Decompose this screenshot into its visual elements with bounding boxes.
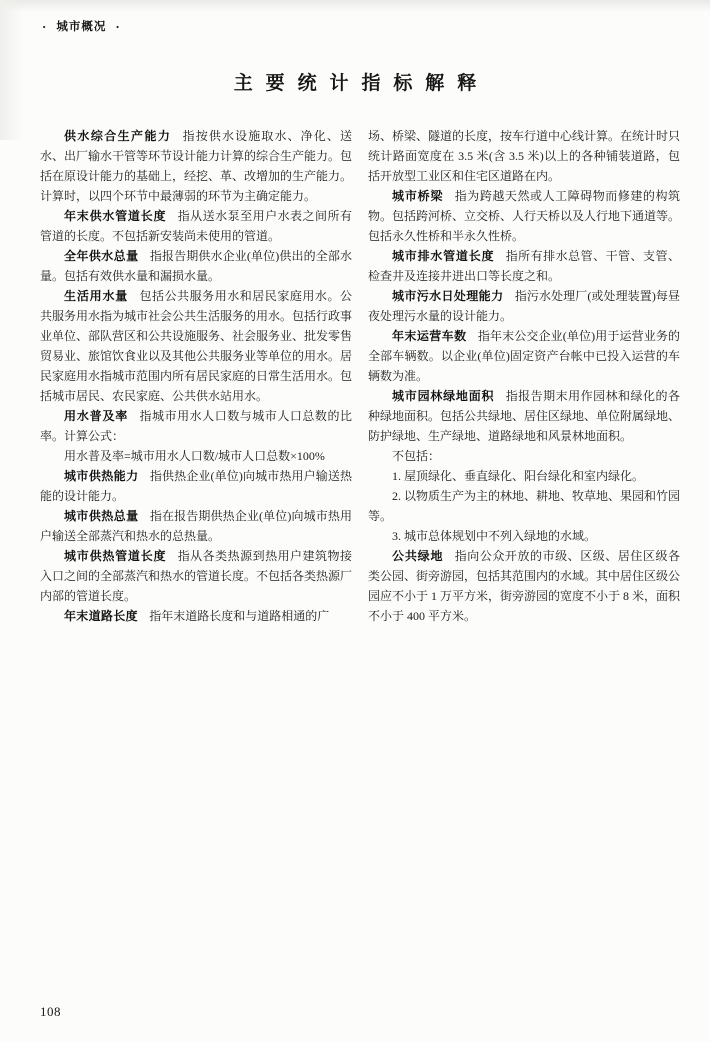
indicator-term: 用水普及率 [64,409,129,423]
paragraph [368,466,680,486]
indicator-definition: 2. 以物质生产为主的林地、耕地、牧草地、果园和竹园等。 [368,489,681,523]
indicator-term: 全年供水总量 [64,249,139,263]
paragraph [40,506,352,546]
article-body [40,126,680,626]
page-number: 108 [40,1004,61,1019]
paragraph [368,546,680,626]
paragraph [40,606,352,626]
paragraph [368,326,680,386]
indicator-term: 公共绿地 [392,549,444,563]
paragraph [40,286,352,406]
running-head [42,18,121,34]
left-column [40,126,352,626]
indicator-definition: 用水普及率=城市用水人口数/城市人口总数×100% [64,449,325,463]
indicator-definition: 不包括： [392,449,441,463]
indicator-term: 城市排水管道长度 [392,249,495,263]
paragraph [40,206,352,246]
paragraph [368,246,680,286]
right-column [368,126,680,626]
header-right-dot-icon: · [115,18,121,34]
indicator-definition: 指按供水设施取水、净化、送水、出厂输水干管等环节设计能力计算的综合生产能力。包括在原设计能力的基础上，经挖、革、改增加的生产能力。计算时，以四个环节中最薄弱的环节为主确定能力。 [40,129,353,203]
paragraph [40,466,352,506]
indicator-term: 城市园林绿地面积 [392,389,495,403]
indicator-term: 年末运营车数 [392,329,467,343]
indicator-definition: 指为跨越天然或人工障碍物而修建的构筑物。包括跨河桥、立交桥、人行天桥以及人行地下通道等。包括永久性桥和半永久性桥。 [368,189,681,243]
indicator-definition: 指所有排水总管、干管、支管、检查井及连接井进出口等长度之和。 [368,249,680,283]
paragraph [368,386,680,446]
indicator-term: 城市供热能力 [64,469,139,483]
paragraph [368,126,680,186]
paragraph [368,446,680,466]
indicator-definition: 指年末公交企业(单位)用于运营业务的全部车辆数。以企业(单位)固定资产台帐中已投入运营的车辆数为准。 [368,329,680,383]
indicator-definition: 1. 屋顶绿化、垂直绿化、阳台绿化和室内绿化。 [392,469,645,483]
indicator-definition: 包括公共服务用水和居民家庭用水。公共服务用水指为城市社会公共生活服务的用水。包括行政事业单位、部队营区和公共设施服务、社会服务业、批发零售贸易业、旅馆饮食业以及其他公共服务业等单位的用水。居民家庭用水指城市范围内所有居民家庭的日常生活用水。包括城市居民、农民家庭、公共供水站用水。 [40,289,353,403]
paragraph [40,446,352,466]
indicator-term: 城市供热总量 [64,509,139,523]
indicator-definition: 指从送水泵至用户水表之间所有管道的长度。不包括新安装尚未使用的管道。 [40,209,352,243]
indicator-definition: 指从各类热源到热用户建筑物接入口之间的全部蒸汽和热水的管道长度。不包括各类热源厂内部的管道长度。 [40,549,353,603]
indicator-term: 供水综合生产能力 [64,129,172,143]
indicator-definition: 3. 城市总体规划中不列入绿地的水域。 [392,529,597,543]
page-title: 主要统计指标解释 [233,72,490,94]
indicator-definition: 指报告期末用作园林和绿化的各种绿地面积。包括公共绿地、居住区绿地、单位附属绿地、防护绿地、生产绿地、道路绿地和风景林地面积。 [368,389,681,443]
running-head-label: 城市概况 [56,21,107,33]
indicator-term: 年末道路长度 [64,609,138,623]
paragraph [40,546,352,606]
indicator-term: 年末供水管道长度 [64,209,167,223]
indicator-definition: 指供热企业(单位)向城市热用户输送热能的设计能力。 [40,469,352,503]
indicator-definition: 指年末道路长度和与道路相通的广 [149,609,330,623]
paragraph [368,526,680,546]
paragraph [40,246,352,286]
indicator-definition: 指报告期供水企业(单位)供出的全部水量。包括有效供水量和漏损水量。 [40,249,352,283]
paragraph [368,286,680,326]
indicator-definition: 指城市用水人口数与城市人口总数的比率。计算公式： [40,409,352,443]
paragraph [368,186,680,246]
indicator-definition: 指在报告期供热企业(单位)向城市热用户输送全部蒸汽和热水的总热量。 [40,509,352,543]
paragraph [40,126,352,206]
header-left-dot-icon: · [42,18,48,34]
paragraph [40,406,352,446]
indicator-definition: 指向公众开放的市级、区级、居住区级各类公园、街旁游园，包括其范围内的水域。其中居住区级公园应不小于 1 万平方米，街旁游园的宽度不小于 8 米，面积不小于 400 平方米。 [368,549,681,623]
indicator-term: 城市供热管道长度 [64,549,167,563]
indicator-term: 生活用水量 [64,289,129,303]
indicator-term: 城市污水日处理能力 [392,289,504,303]
indicator-term: 城市桥梁 [392,189,444,203]
paragraph [368,486,680,526]
indicator-definition: 指污水处理厂(或处理装置)每昼夜处理污水量的设计能力。 [368,289,680,323]
scan-edge-top [0,0,710,12]
indicator-definition: 场、桥梁、隧道的长度，按车行道中心线计算。在统计时只统计路面宽度在 3.5 米(含 3.5 米)以上的各种铺装道路，包括开放型工业区和住宅区道路在内。 [368,129,681,183]
